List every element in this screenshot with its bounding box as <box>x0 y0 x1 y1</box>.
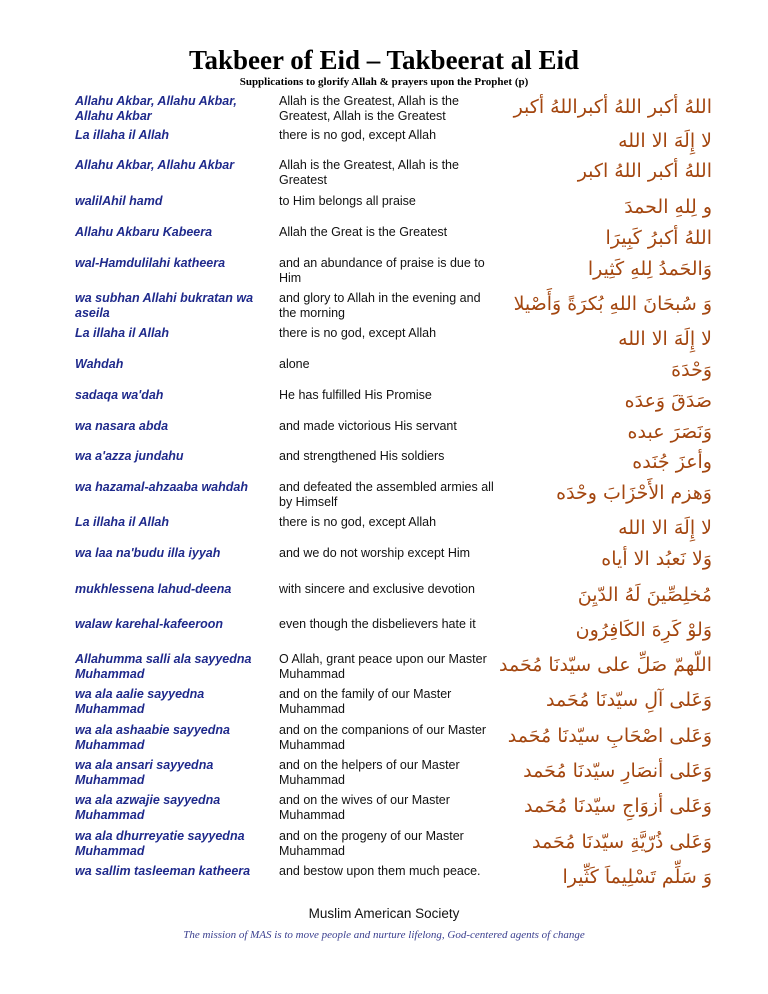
arabic-text: وَهزم الأَحْزَابَ وحْدَه <box>556 482 712 504</box>
transliteration: sadaqa wa'dah <box>75 388 164 402</box>
arabic-text: لا إِلَهَ الا الله <box>618 517 712 539</box>
english-translation: to Him belongs all praise <box>279 194 416 208</box>
transliteration: walilAhil hamd <box>75 194 163 208</box>
arabic-text: لا إِلَهَ الا الله <box>618 130 712 152</box>
transliteration: Allahu Akbar, Allahu Akbar, Allahu Akbar <box>75 94 237 123</box>
english-translation: and strengthened His soldiers <box>279 449 445 463</box>
english-translation: even though the disbelievers hate it <box>279 617 476 631</box>
english-translation: there is no god, except Allah <box>279 326 437 340</box>
english-translation: and on the progeny of our Master Muhammad <box>279 829 464 858</box>
arabic-text: اللهُ أكبرُ كَبِيرَا <box>605 227 712 249</box>
mission-statement: The mission of MAS is to move people and nurture lifelong, God-centered agents of change <box>183 929 585 941</box>
english-translation: and on the companions of our Master Muhammad <box>279 723 487 752</box>
arabic-text: و لِلهِ الحمدَ <box>624 196 712 218</box>
arabic-text: مُخلِصِّينَ لَهُ الدّيِنَ <box>577 584 712 606</box>
transliteration: walaw karehal-kafeeroon <box>75 617 223 631</box>
english-translation: and made victorious His servant <box>279 419 457 433</box>
transliteration: wa ala ansari sayyedna Muhammad <box>75 758 214 787</box>
transliteration: wa ala aalie sayyedna Muhammad <box>75 687 205 716</box>
english-translation: O Allah, grant peace upon our Master Muhammad <box>279 652 487 681</box>
arabic-text: وَالحَمدُ لِلهِ كَثِيرا <box>587 258 712 280</box>
arabic-text: اللهُ أكبر اللهُ اكبر <box>577 160 712 182</box>
arabic-text: وَعَلى ذُرّيَّةِ سيّدنَا مُحَمد <box>532 831 712 853</box>
arabic-text: اللّهمّ صَلِّ على سيّدنَا مُحَمد <box>498 654 712 676</box>
english-translation: and defeated the assembled armies all by Himself <box>279 480 494 509</box>
transliteration: Allahu Akbaru Kabeera <box>75 225 213 239</box>
english-translation: and glory to Allah in the evening and the morning <box>279 291 481 320</box>
english-translation: with sincere and exclusive devotion <box>279 582 475 596</box>
transliteration: wa ala ashaabie sayyedna Muhammad <box>75 723 230 752</box>
arabic-text: وَلوْ كَرِهَ الكَافِرُون <box>575 619 712 641</box>
transliteration: wa sallim tasleeman katheera <box>75 864 251 878</box>
transliteration: wa nasara abda <box>75 419 169 433</box>
page-subtitle: Supplications to glorify Allah & prayers upon the Prophet (p) <box>239 76 529 88</box>
transliteration: mukhlessena lahud-deena <box>75 582 232 596</box>
english-translation: there is no god, except Allah <box>279 515 437 529</box>
arabic-text: لا إِلَهَ الا الله <box>618 328 712 350</box>
arabic-text: وَ سُبحَانَ اللهِ بُكرَةً وَأَصْيلا <box>513 293 712 315</box>
english-translation: and on the helpers of our Master Muhammad <box>279 758 460 787</box>
transliteration: La illaha il Allah <box>75 515 170 529</box>
english-translation: Allah is the Greatest, Allah is the Greatest, Allah is the Greatest <box>279 94 459 123</box>
english-translation: and on the family of our Master Muhammad <box>279 687 452 716</box>
english-translation: and bestow upon them much peace. <box>279 864 481 878</box>
english-translation: He has fulfilled His Promise <box>279 388 432 402</box>
arabic-text: وَلا نَعبُد الا أياه <box>601 548 712 570</box>
arabic-text: وأعزَ جُنَده <box>632 451 712 473</box>
transliteration: La illaha il Allah <box>75 326 170 340</box>
transliteration: La illaha il Allah <box>75 128 170 142</box>
transliteration: Allahumma salli ala sayyedna Muhammad <box>75 652 252 681</box>
arabic-text: وَعَلى أنصَارِ سيّدنَا مُحَمد <box>523 760 712 782</box>
arabic-text: وَحْدَهَ <box>671 359 712 381</box>
arabic-text: وَعَلى اصْحَابِ سيّدنَا مُحَمد <box>507 725 712 747</box>
transliteration: wa laa na'budu illa iyyah <box>75 546 221 560</box>
transliteration: wa ala azwajie sayyedna Muhammad <box>75 793 221 822</box>
transliteration: wa hazamal-ahzaaba wahdah <box>75 480 248 494</box>
transliteration: wa a'azza jundahu <box>75 449 184 463</box>
english-translation: there is no god, except Allah <box>279 128 437 142</box>
transliteration: wa ala dhurreyatie sayyedna Muhammad <box>75 829 245 858</box>
english-translation: alone <box>279 357 310 371</box>
english-translation: Allah is the Greatest, Allah is the Greatest <box>279 158 459 187</box>
organization-name: Muslim American Society <box>308 906 460 921</box>
english-translation: Allah the Great is the Greatest <box>279 225 448 239</box>
arabic-text: وَ سَلِّم تَسْلِيماَ كَثِّيرا <box>562 866 712 888</box>
arabic-text: وَعَلى أزوَاجِ سيّدنَا مُحَمد <box>523 795 712 817</box>
arabic-text: وَعَلى آلِ سيّدنَا مُحَمد <box>546 689 712 711</box>
english-translation: and we do not worship except Him <box>279 546 471 560</box>
english-translation: and an abundance of praise is due to Him <box>279 256 485 285</box>
page-title: Takbeer of Eid – Takbeerat al Eid <box>188 45 580 75</box>
english-translation: and on the wives of our Master Muhammad <box>279 793 450 822</box>
transliteration: Wahdah <box>75 357 124 371</box>
transliteration: Allahu Akbar, Allahu Akbar <box>75 158 235 172</box>
arabic-text: صَدَقَ وَعدَه <box>624 390 712 412</box>
transliteration: wal-Hamdulilahi katheera <box>75 256 226 270</box>
arabic-text: وَنَصَرَ عبده <box>627 421 712 443</box>
transliteration: wa subhan Allahi bukratan wa aseila <box>75 291 254 320</box>
arabic-text: اللهُ أكبر اللهُ أكبراللهُ أكبر <box>513 96 712 118</box>
